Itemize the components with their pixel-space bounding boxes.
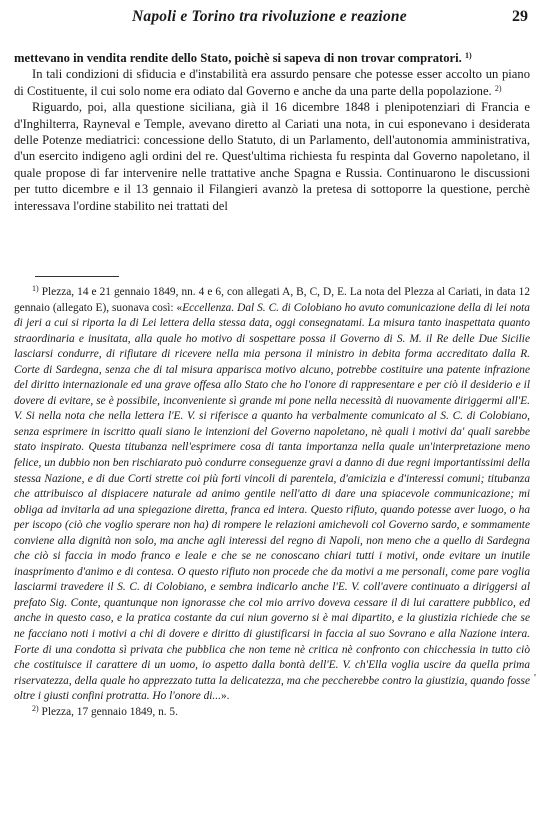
paragraph-1 [14, 50, 530, 66]
paragraph-2 [14, 66, 530, 99]
running-title: Napoli e Torino tra rivoluzione e reazione [132, 8, 407, 25]
footnote-1-number: 1) [32, 284, 39, 293]
footnote-1 [14, 285, 530, 705]
paragraph-3: Riguardo, poi, alla questione siciliana, già il 16 dicembre 1848 i plenipotenziari di Francia e d'Inghilterra, Rayneval e Temple, avevano diretto al Cariati una nota, in cui esponevano i desiderata delle Potenze mediatrici: concessione dello Statuto, di un Parlamento, dell'autonomia amministrativa, d'un esercito indigeno agli ordini del re. Quest'ultima richiesta fu respinta dal Governo napoletano, il quale propose di far intervenire nelle trattative anche Spagna e Russia. Continuarono le discussioni per tutto dicembre e il 13 gennaio il Filangieri avanzò la pretesa di sottoporre la questione, perchè interessava l'ordine stabilito nei trattati del [14, 100, 530, 213]
footnote-2-text: Plezza, 17 gennaio 1849, n. 5. [41, 705, 178, 718]
margin-mark: ' [534, 672, 536, 684]
footnote-ref-2: 2) [494, 83, 502, 93]
footnote-2 [14, 705, 530, 721]
footnote-1-quote: Eccellenza. Dal S. C. di Colobiano ho avuto comunicazione della di lei nota di jeri a cui si riporta la di Lei lettera della stessa data, oggi consegnatami. La misura tanto inaspettata quanto straordinaria e inusitata, alla quale ho motivo di sospettare possa il Governo di S. M. il Re delle Due Sicilie lasciarsi condurre, di rifiutare di ricevere nella mia persona il ministro in debita forma accreditato dalla R. Corte di Sardegna, senza che di tal misura apparisca motivo alcuno, potrebbe costituire una patente infrazione del diritto internazionale ed una grave offesa allo Stato che ho l'onore di rappresentare e per ciò il desiderio e il dovere di evitare, se è possibile, inconveniente sì grande mi pone nella necessità di nuovamente diriggermi all'E. V. Si nella nota che nella lettera l'E. V. si riferisce a quanto ha verbalmente comunicato al S. C. di Colobiano, senza esprimere in iscritto quali siano le intenzioni del Governo napoletano, nè quali i motivi da' quali sarebbe stato inspirato. Questa titubanza nell'esprimere cosa di tanta importanza nella quale un'interpretazione meno felice, un dubbio non ben rischiarato può condurre conseguenze gravi a danno di due regni importantissimi della stessa Nazione, e di due Corti strette coi più forti vincoli di parentela, d'amicizia e d'interessi comuni; titubanza che attribuisco al dispiacere naturale ad animo gentile nell'atto di dare una spiacevole communicazione; mi obliga ad invitarla ad una spiegazione diretta, franca ed intera. Questo rifiuto, quando potesse aver luogo, o ha per iscopo (ciò che voglio sperare non ha) di rompere le relazioni amichevoli col Governo sardo, e sommamente conviene alla dignità non solo, ma anche agli interessi del regno di Napoli, non meno che a quello di Sardegna che ciò si faccia in modo franco e leale e che se ne conoscano chiari tutti i motivi, onde evitare un inutile inasprimento d'animo e di contesa. O questo rifiuto non procede che da motivi a me personali, come pare voglia lasciarmi travedere il S. C. di Colobiano, e sembra indicarlo anche l'E. V. coll'avere continuato a diriggersi al prefato Sig. Conte, quantunque non ignorasse che col mio arrivo doveva cessare il di lui carattere pubblico, ed anche in questo caso, e la pratica costante da cui niun governo si è mai dipartito, e la giustizia richiede che se ne facciano noti i motivi a chi di dovere e diritto di giustificarsi in faccia al suo Sovrano e alla Nazione intera. Forte di una condotta sì privata che pubblica che non teme nè critica nè confronto con chicchessia in tutto ciò che costituisce il carattere di un uomo, io aspetto dalla bontà dell'E. V. ch'Ella voglia uscire da quella prima riservatezza, della quale ho apprezzato tutta la delicatezza, ma che peccherebbe contro la giustizia, quando fosse oltre i giusti confini protratta. Ho l'onore di... [14, 301, 530, 703]
paragraph-1-text: mettevano in vendita rendite dello Stato, poichè si sapeva di non trovar compratori. [14, 51, 462, 65]
footnote-2-number: 2) [32, 703, 39, 713]
footnotes [14, 285, 530, 720]
page-number: 29 [512, 8, 528, 25]
main-text [14, 50, 530, 214]
footnote-1-lead: Plezza, 14 e 21 gennaio 1849, nn. 4 e 6, con allegati A, B, C, D, E. La nota del Plezza al Cariati, in data 12 gennaio (allegato E), suonava così: « [14, 286, 530, 314]
footnote-separator [35, 276, 119, 277]
footnote-1-close: ». [220, 690, 230, 703]
paragraph-2-text: In tali condizioni di sfiducia e d'instabilità era assurdo pensare che potesse esser accolto un piano di Costituente, il cui solo nome era odiato dal Governo e anche da una parte della popolazione. [14, 67, 530, 98]
running-header [14, 8, 530, 30]
footnote-ref-1: 1) [464, 51, 472, 60]
